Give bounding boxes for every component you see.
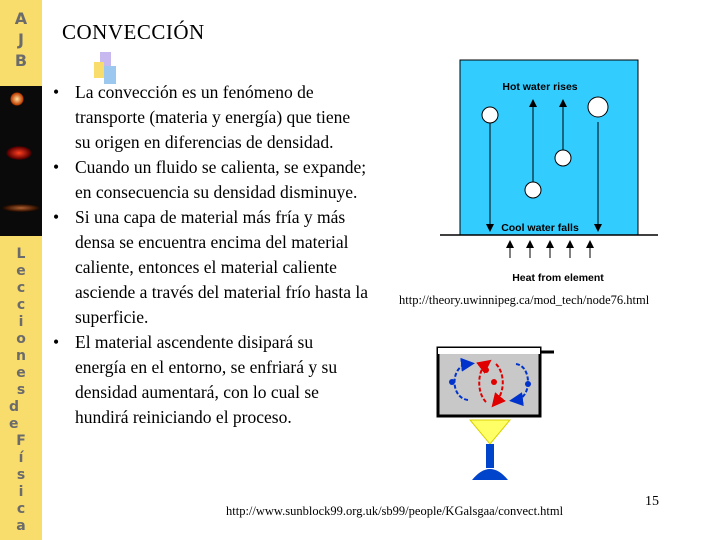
burner-stem [486,444,494,468]
logo-letter: A [14,9,28,28]
vertical-letter: d [9,399,20,415]
cold-particle [449,379,455,385]
bullet-item: • Cuando un fluido se calienta, se expande; en consecuencia su densidad disminuye. [48,155,368,205]
page-title: CONVECCIÓN [62,20,205,44]
vertical-letter: a [16,518,26,534]
bubble [525,182,541,198]
logo [0,8,42,71]
bubble [482,107,498,123]
burner-base [472,469,508,480]
sidebar-photo [0,86,42,236]
bubble [588,97,608,117]
vertical-letter: s [16,467,26,483]
lightbulb-glow [10,92,24,106]
bullet-list [48,80,368,430]
bubble [555,150,571,166]
hot-water-rises-label: Hot water rises [502,81,578,93]
vertical-letter: c [16,297,26,313]
vertical-letter: o [16,331,26,347]
pot-diagram [428,340,558,482]
bullet-item: • El material ascendente disipará su energía en el entorno, se enfriará y su densidad aumentará, con lo cual se hundirá reiniciando el proceso. [48,330,368,430]
source-url-1: http://theory.uwinnipeg.ca/mod_tech/node76.html [399,293,650,307]
vertical-title [0,246,42,535]
hot-particle [483,367,489,373]
vertical-letter: c [16,501,26,517]
vertical-letter: n [16,348,26,364]
vertical-letter: í [18,450,24,466]
vertical-letter: F [16,433,26,449]
vertical-letter: i [18,484,24,500]
cool-water-falls-label: Cool water falls [501,222,579,234]
cold-particle [525,381,531,387]
page-number: 15 [645,494,659,509]
bullet-item: • La convección es un fenómeno de transporte (materia y energía) que tiene su origen en diferencias de densidad. [48,80,368,155]
red-glow [6,146,32,160]
source-url-2: http://www.sunblock99.org.uk/sb99/people/KGalsgaa/convect.html [226,504,564,518]
orange-glow [2,204,40,212]
vertical-letter: e [16,263,26,279]
deco-square [94,62,104,78]
bullet-item: • Si una capa de material más fría y más densa se encuentra encima del material caliente, entonces el material caliente asciende a través del material frío hasta la superficie. [48,205,368,330]
vertical-letter: i [18,314,24,330]
vertical-letter: c [16,280,26,296]
vertical-letter: L [16,246,26,262]
logo-letter: J [18,30,24,49]
vertical-letter: e [9,416,19,432]
logo-letter: B [14,51,28,70]
pot-rim [438,348,540,354]
vertical-letter: e [16,365,26,381]
convection-diagram [436,58,660,290]
hot-particle [491,379,497,385]
flame [470,420,510,444]
heat-from-element-label: Heat from element [512,272,604,284]
vertical-letter: s [16,382,26,398]
